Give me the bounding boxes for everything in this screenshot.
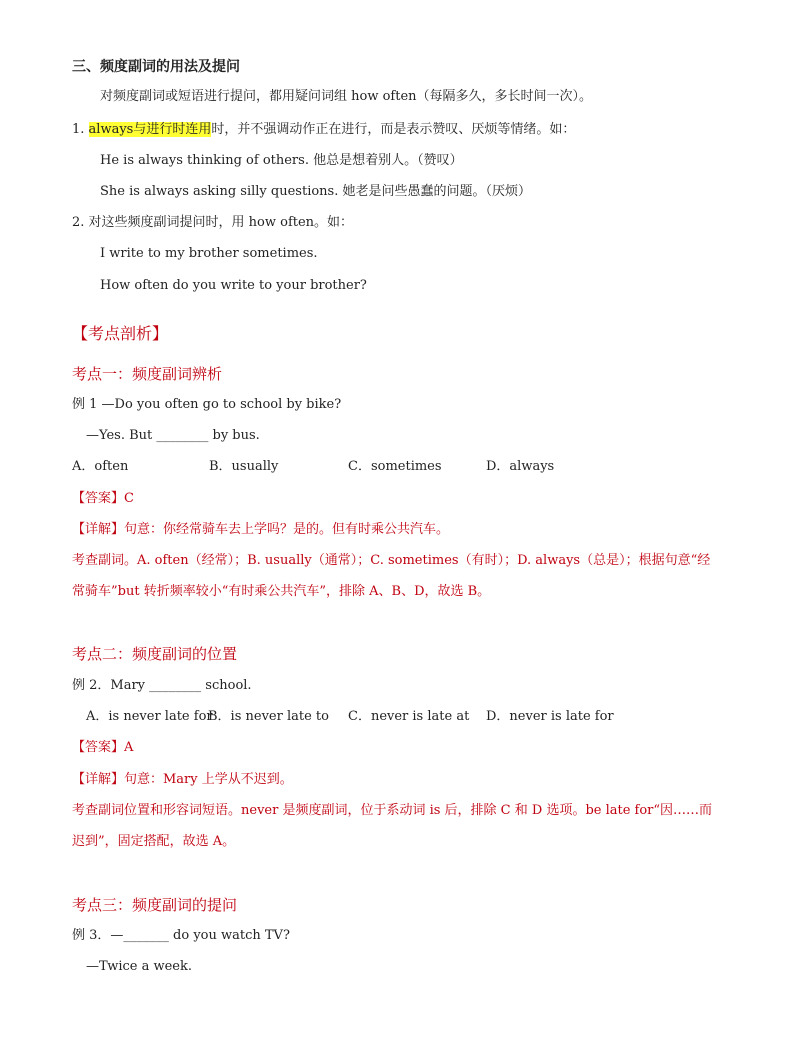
example-4: How often do you write to your brother? [100,278,367,293]
rule-2: 2. 对这些频度副词提问时，用 how often。如： [72,215,354,230]
point-1-option-c: C．sometimes [348,459,442,474]
point-2-title: 考点二：频度副词的位置 [72,645,238,663]
example-2: She is always asking silly questions. 她老是问些愚蠢的问题。（厌烦） [100,184,531,199]
point-1-detail-2: 考查副词。A. often（经常）；B. usually（通常）；C. sometimes（有时）；D. always（总是）；根据句意“经 [72,553,711,568]
point-1-option-d: D．always [486,459,555,474]
point-2-option-c: C．never is late at [348,709,470,724]
point-1-answer: 【答案】C [72,491,134,506]
point-2-answer: 【答案】A [72,740,134,755]
analysis-title: 【考点剖析】 [72,324,169,343]
section-title: 三、频度副词的用法及提问 [72,59,240,75]
point-1-question: 例 1 —Do you often go to school by bike? [72,397,342,412]
example-3: I write to my brother sometimes. [100,246,318,261]
point-2-detail-3: 迟到”，固定搭配，故选 A。 [72,834,236,849]
rule-1-highlight-phrase: 与进行时连用 [133,122,212,137]
rule-1 [72,121,575,139]
point-1-option-a: A．often [72,459,129,474]
point-2-question: 例 2．Mary ________ school. [72,678,252,693]
point-2-option-a: A．is never late for [86,709,213,724]
rule-1-highlight-always: always [88,122,134,137]
point-2-detail-2: 考查副词位置和形容词短语。never 是频度副词，位于系动词 is 后，排除 C 和 D 选项。be late for“因……而 [72,803,713,818]
intro-text: 对频度副词或短语进行提问，都用疑问词组 how often（每隔多久，多长时间一次）。 [100,89,593,104]
point-2-option-d: D．never is late for [486,709,614,724]
point-1-detail-3: 常骑车”but 转折频率较小“有时乘公共汽车”，排除 A、B、D，故选 B。 [72,584,491,599]
point-1-option-b: B．usually [209,459,279,474]
point-2-detail-1: 【详解】句意：Mary 上学从不迟到。 [72,772,293,787]
rule-1-number: 1. [72,122,85,137]
point-2-option-b: B．is never late to [208,709,329,724]
point-3-title: 考点三：频度副词的提问 [72,896,238,914]
point-1-title: 考点一：频度副词辨析 [72,365,223,383]
rule-1-rest: 时，并不强调动作正在进行，而是表示赞叹、厌烦等情绪。如： [211,122,576,137]
point-1-reply: —Yes. But ________ by bus. [86,428,260,443]
point-1-detail-1: 【详解】句意：你经常骑车去上学吗？是的。但有时乘公共汽车。 [72,522,450,537]
point-3-question: 例 3．—_______ do you watch TV? [72,928,290,943]
point-3-reply: —Twice a week. [86,959,193,974]
example-1: He is always thinking of others. 他总是想着别人。（赞叹） [100,153,463,168]
